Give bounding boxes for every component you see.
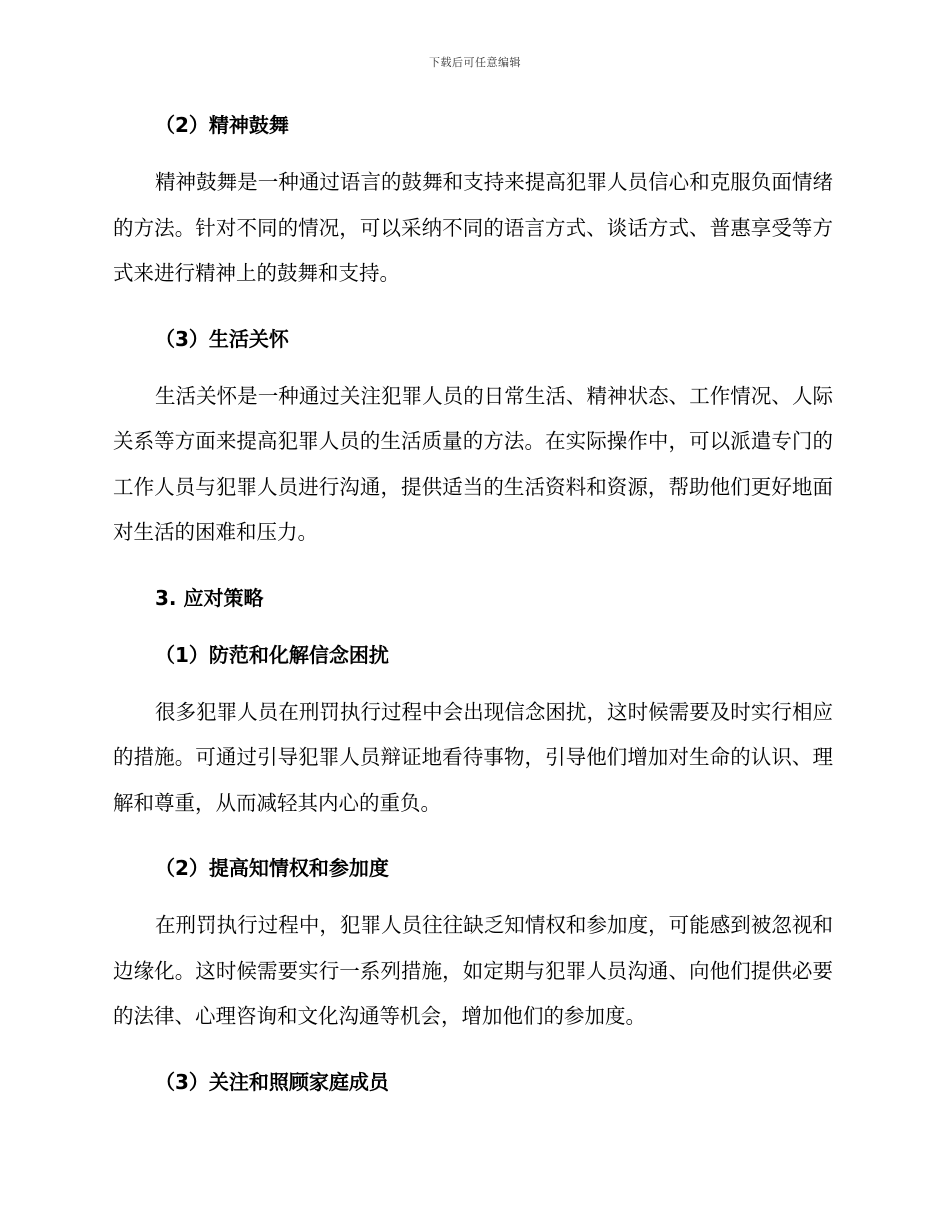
subheading-family-care: （3）关注和照顾家庭成员 xyxy=(155,1069,389,1094)
document-body xyxy=(113,110,833,1097)
paragraph-prevent-belief-distress: 很多犯罪人员在刑罚执行过程中会出现信念困扰，这时候需要及时实行相应的措施。可通过引导犯罪人员辩证地看待事物，引导他们增加对生命的认识、理解和尊重，从而减轻其内心的重负。 xyxy=(113,699,833,815)
subheading-life-care: （3）生活关怀 xyxy=(155,326,289,351)
paragraph-right-to-know: 在刑罚执行过程中，犯罪人员往往缺乏知情权和参加度，可能感到被忽视和边缘化。这时候需要实行一系列措施，如定期与犯罪人员沟通、向他们提供必要的法律、心理咨询和文化沟通等机会，增加他们的参加度。 xyxy=(113,913,833,1028)
page-header-note: 下载后可任意编辑 xyxy=(429,56,521,69)
paragraph-life-care: 生活关怀是一种通过关注犯罪人员的日常生活、精神状态、工作情况、人际关系等方面来提高犯罪人员的生活质量的方法。在实际操作中，可以派遣专门的工作人员与犯罪人员进行沟通，提供适当的生活资料和资源，帮助他们更好地面对生活的困难和压力。 xyxy=(113,383,833,544)
subheading-spiritual-encouragement: （2）精神鼓舞 xyxy=(155,113,289,137)
section-heading-strategies: 3. 应对策略 xyxy=(155,585,264,610)
subheading-prevent-belief-distress: （1）防范和化解信念困扰 xyxy=(155,642,389,667)
paragraph-spiritual-encouragement: 精神鼓舞是一种通过语言的鼓舞和支持来提高犯罪人员信心和克服负面情绪的方法。针对不同的情况，可以采纳不同的语言方式、谈话方式、普惠享受等方式来进行精神上的鼓舞和支持。 xyxy=(113,170,833,285)
subheading-right-to-know: （2）提高知情权和参加度 xyxy=(155,856,389,880)
